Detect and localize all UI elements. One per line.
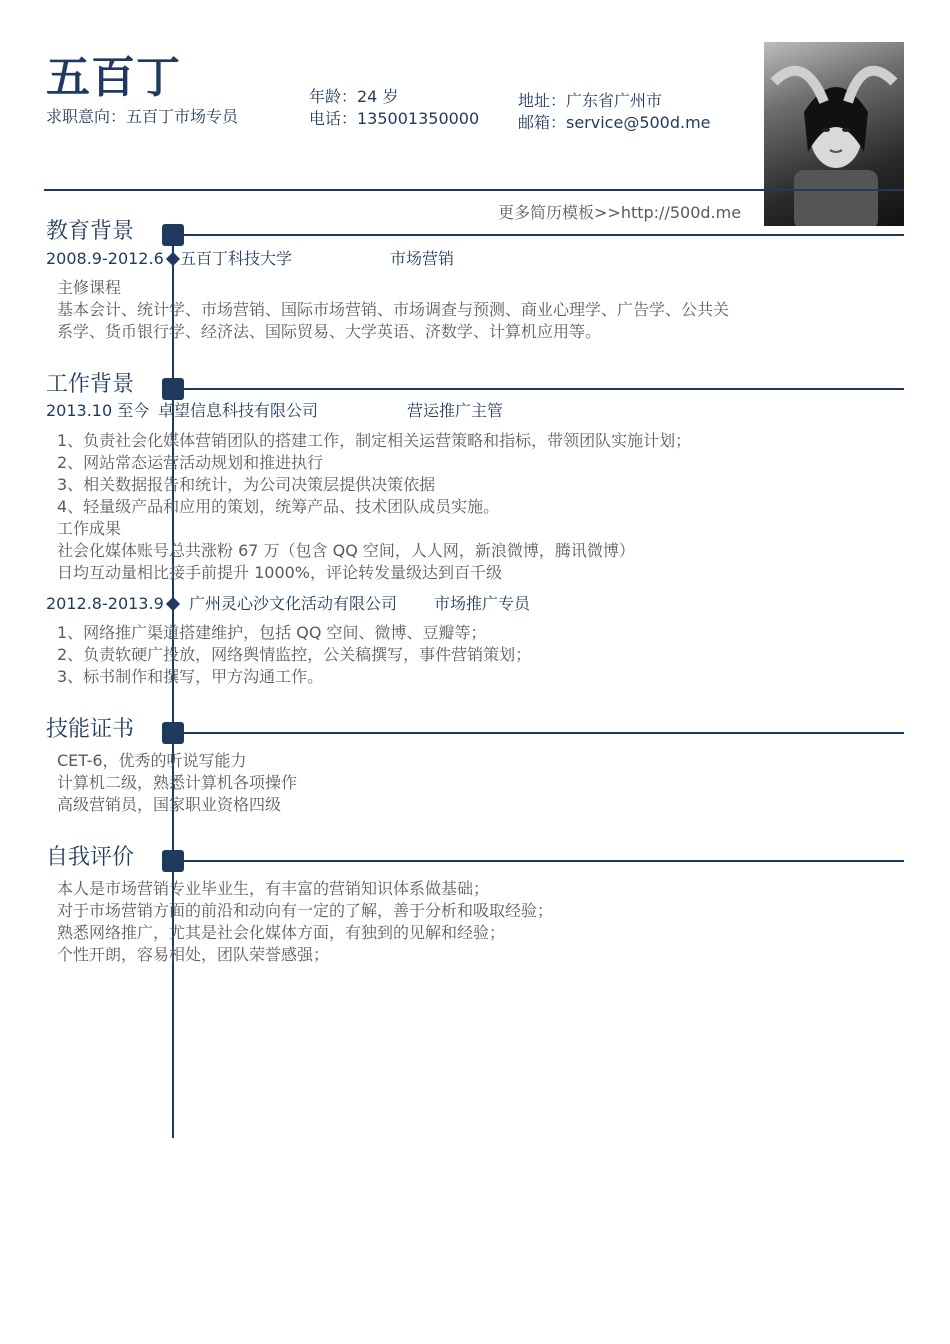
job-company: 广州灵心沙文化活动有限公司 (189, 594, 398, 613)
job-position: 营运推广主管 (407, 401, 504, 420)
job-detail: 社会化媒体账号总共涨粉 67 万（包含 QQ 空间，人人网，新浪微博，腾讯微博） (57, 541, 635, 560)
job-detail: 工作成果 (57, 519, 122, 538)
job-detail: 1、网络推广渠道搭建维护，包括 QQ 空间、微博、豆瓣等； (57, 623, 487, 642)
courses-label: 主修课程 (57, 278, 122, 297)
courses-line: 基本会计、统计学、市场营销、国际市场营销、市场调查与预测、商业心理学、广告学、公共关 (57, 300, 730, 319)
job-detail: 3、标书制作和撰写，甲方沟通工作。 (57, 667, 324, 686)
timeline-marker (162, 722, 184, 744)
skill-item: 计算机二级，熟悉计算机各项操作 (57, 773, 298, 792)
address: 地址：广东省广州市 (518, 91, 663, 110)
job-company: 卓望信息科技有限公司 (158, 401, 319, 420)
self-eval-line: 对于市场营销方面的前沿和动向有一定的了解，善于分析和吸取经验； (57, 901, 554, 920)
age: 年龄：24 岁 (309, 87, 399, 106)
timeline-marker (162, 378, 184, 400)
job-detail: 1、负责社会化媒体营销团队的搭建工作，制定相关运营策略和指标，带领团队实施计划； (57, 431, 692, 450)
section-title-skills: 技能证书 (46, 717, 135, 742)
section-divider (184, 234, 904, 236)
self-eval-line: 个性开朗，容易相处，团队荣誉感强； (57, 945, 330, 964)
phone: 电话：135001350000 (309, 109, 480, 128)
edu-period: 2008.9-2012.6 (46, 249, 164, 268)
job-detail: 2、负责软硬广投放，网络舆情监控，公关稿撰写，事件营销策划； (57, 645, 532, 664)
timeline-diamond (166, 597, 180, 611)
job-intent: 求职意向：五百丁市场专员 (46, 107, 239, 126)
courses-line: 系学、货币银行学、经济法、国际贸易、大学英语、济数学、计算机应用等。 (57, 322, 602, 341)
section-title-work: 工作背景 (46, 372, 135, 397)
edu-major: 市场营销 (390, 249, 455, 268)
timeline-diamond (166, 252, 180, 266)
self-eval-line: 熟悉网络推广，尤其是社会化媒体方面，有独到的见解和经验； (57, 923, 506, 942)
candidate-name: 五百丁 (46, 52, 181, 103)
section-title-self: 自我评价 (46, 845, 135, 870)
self-eval-line: 本人是市场营销专业毕业生，有丰富的营销知识体系做基础； (57, 879, 490, 898)
section-title-education: 教育背景 (46, 219, 135, 244)
header-divider (44, 189, 904, 191)
email: 邮箱：service@500d.me (518, 113, 711, 132)
edu-school: 五百丁科技大学 (180, 249, 293, 268)
job-period: 2013.10 至今 (46, 401, 150, 420)
job-detail: 2、网站常态运营活动规划和推进执行 (57, 453, 324, 472)
timeline-marker (162, 224, 184, 246)
job-period: 2012.8-2013.9 (46, 594, 164, 613)
section-divider (184, 388, 904, 390)
job-detail: 日均互动量相比接手前提升 1000%，评论转发量级达到百千级 (57, 563, 503, 582)
job-detail: 3、相关数据报告和统计，为公司决策层提供决策依据 (57, 475, 436, 494)
profile-photo (764, 42, 904, 226)
section-divider (184, 732, 904, 734)
job-position: 市场推广专员 (434, 594, 531, 613)
skill-item: 高级营销员，国家职业资格四级 (57, 795, 282, 814)
job-detail: 4、轻量级产品和应用的策划，统筹产品、技术团队成员实施。 (57, 497, 500, 516)
section-divider (184, 860, 904, 862)
more-templates-link[interactable]: 更多简历模板>>http://500d.me (498, 203, 742, 222)
skill-item: CET-6，优秀的听说写能力 (57, 751, 247, 770)
timeline-marker (162, 850, 184, 872)
